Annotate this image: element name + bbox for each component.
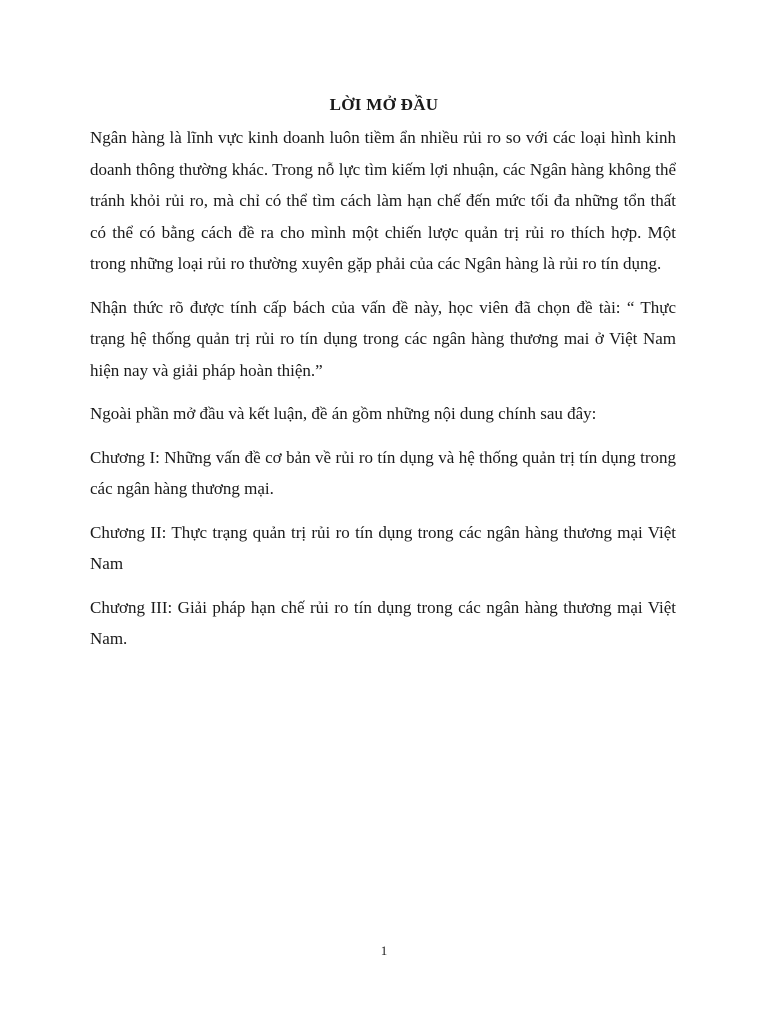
paragraph-intro: Ngân hàng là lĩnh vực kinh doanh luôn tiềm ẩn nhiều rủi ro so với các loại hình kinh doanh thông thường khác. Trong nỗ lực tìm kiếm lợi nhuận, các Ngân hàng không thể tránh khỏi rủi ro, mà chỉ có thể tìm cách làm hạn chế đến mức tối đa những tổn thất có thể có bằng cách đề ra cho mình một chiến lược quản trị rủi ro thích hợp. Một trong những loại rủi ro thường xuyên gặp phải của các Ngân hàng là rủi ro tín dụng. [90, 128, 676, 273]
page-number: 1 [380, 943, 388, 958]
paragraph-topic: Nhận thức rõ được tính cấp bách của vấn đề này, học viên đã chọn đề tài: “ Thực trạng hệ thống quản trị rủi ro tín dụng trong các ngân hàng thương mai ở Việt Nam hiện nay và giải pháp hoàn thiện.” [90, 297, 676, 380]
paragraph-chapter-1: Chương I: Những vấn đề cơ bản về rủi ro tín dụng và hệ thống quản trị tín dụng trong các ngân hàng thương mại. [90, 447, 676, 498]
paragraph-chapter-2: Chương II: Thực trạng quản trị rủi ro tín dụng trong các ngân hàng thương mại Việt Nam [90, 522, 676, 573]
page-title: LỜI MỞ ĐẦU [329, 95, 439, 114]
paragraph-outline: Ngoài phần mở đầu và kết luận, đề án gồm những nội dung chính sau đây: [90, 404, 597, 423]
document-body [90, 122, 676, 667]
paragraph-chapter-3: Chương III: Giải pháp hạn chế rủi ro tín dụng trong các ngân hàng thương mại Việt Nam. [90, 597, 676, 648]
